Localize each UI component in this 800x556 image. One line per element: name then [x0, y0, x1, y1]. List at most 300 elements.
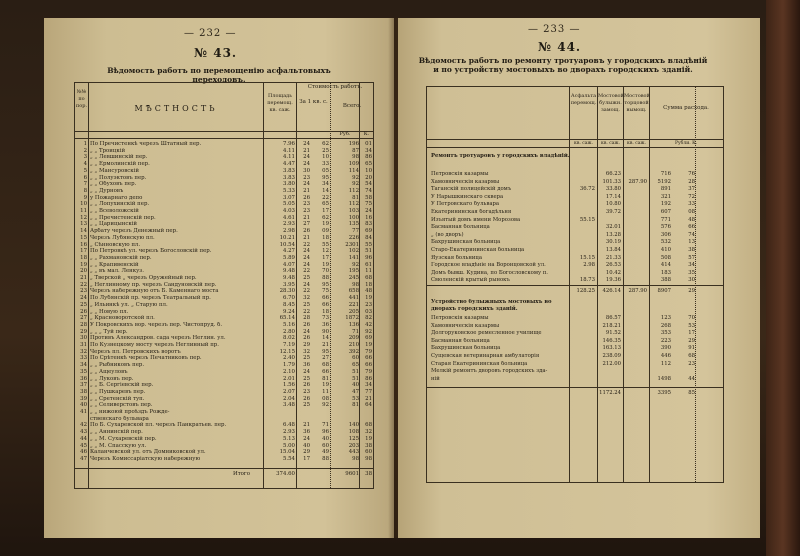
row-total-rub: 53 — [352, 395, 359, 402]
row-location: Противъ Александров. сада черезъ Неглин. ул. — [90, 335, 226, 342]
row-total-rub: 100 — [348, 214, 359, 221]
row-location: Изъятый домъ имени Морозова — [431, 216, 521, 223]
row-rate-rub: 24 — [303, 181, 310, 188]
row-total-kop: 19 — [365, 435, 372, 442]
table-row — [427, 224, 723, 231]
row-total-rub: 658 — [348, 288, 359, 295]
row-area: 12.15 — [279, 348, 295, 355]
row-total-rub: 51 — [352, 368, 359, 375]
row-location: „ „ Луковъ пер. — [90, 375, 134, 382]
row-rate-rub: 23 — [303, 388, 310, 395]
row-location: „ „ „ Туй пер. — [90, 328, 128, 335]
row-number: 46 — [80, 449, 87, 456]
row-location: Старая Екатерининская больница — [431, 360, 528, 367]
unit-c: кв. саж. — [627, 141, 646, 146]
row-location: Черезъ Лубянскую пл. — [90, 234, 155, 241]
row-total-rub: 209 — [348, 335, 359, 342]
row-total-kop: 10 — [365, 167, 372, 174]
row-sum-rub: 112 — [660, 360, 671, 367]
row-total-rub: 109 — [348, 161, 359, 168]
row-rate-kop: 75 — [322, 288, 329, 295]
row-number: 31 — [80, 342, 87, 348]
row-area: 1.56 — [282, 382, 295, 389]
table-row — [427, 368, 723, 375]
row-sum-kop: 30 — [688, 277, 695, 284]
row-rate-kop: 88 — [322, 455, 329, 462]
row-area: 2.10 — [282, 368, 295, 375]
row-rate-kop: 19 — [322, 221, 329, 228]
row-rate-rub: 36 — [303, 362, 310, 369]
row-rate-kop: 05 — [322, 167, 329, 174]
row-rate-rub: 32 — [303, 348, 310, 355]
right-table — [426, 86, 724, 483]
row-rate-kop: 19 — [322, 382, 329, 389]
row-total-kop: 86 — [365, 375, 372, 382]
row-total-rub: 71 — [352, 328, 359, 335]
table-row — [427, 376, 723, 383]
row-area: 5.16 — [282, 321, 295, 328]
row-total-kop: 61 — [365, 261, 372, 268]
row-area: 3.83 — [282, 174, 295, 181]
row-location: Долгоруковское ремесленное училище — [431, 330, 542, 337]
row-total-kop: 34 — [365, 147, 372, 154]
row-sum-rub: 223 — [660, 337, 671, 344]
row-location: Хамовническія казармы — [431, 322, 500, 329]
table-row — [427, 330, 723, 337]
row-location: Басманная больница — [431, 337, 490, 344]
left-table — [74, 82, 374, 489]
row-rate-rub: 24 — [303, 281, 310, 288]
row-number: 3 — [83, 154, 87, 161]
row-total-rub: 92 — [352, 261, 359, 268]
row-rate-rub: 24 — [303, 248, 310, 255]
row-rate-kop: 60 — [322, 442, 329, 449]
row-total-rub: 210 — [348, 342, 359, 348]
row-location: Черезъ Комиссаріатскую набережную — [90, 455, 201, 462]
row-rate-kop: 27 — [322, 355, 329, 362]
row-rate-kop: 49 — [322, 449, 329, 456]
row-total-kop: 82 — [365, 315, 372, 322]
row-area: 9.48 — [282, 275, 295, 281]
row-rate-rub: 26 — [303, 382, 310, 389]
row-total-kop: 68 — [365, 422, 372, 429]
book-cover-edge — [766, 0, 800, 556]
row-total-kop: 75 — [365, 201, 372, 208]
header-cost-group: Стоимость работъ. — [307, 84, 363, 90]
left-page — [44, 18, 394, 538]
header-location: МѢСТНОСТЬ — [134, 104, 218, 113]
table-row — [427, 209, 723, 216]
row-number: 6 — [83, 174, 87, 181]
row-cobble: 66.23 — [605, 171, 621, 177]
row-wood: 287.90 — [628, 178, 647, 185]
table-row — [427, 186, 723, 193]
row-area: 15.04 — [279, 449, 295, 456]
row-location: Екатерининская богадѣльня — [431, 209, 512, 215]
row-rate-rub: 24 — [303, 154, 310, 161]
total-label: Итого — [233, 471, 250, 477]
table-row — [427, 239, 723, 246]
row-total-kop: 19 — [365, 295, 372, 302]
header-per-sq: За 1 кв. с. — [299, 99, 328, 105]
header-col-a: Асфальта перемощ. — [570, 93, 597, 106]
row-total-rub: 195 — [348, 268, 359, 275]
row-rate-kop: 65 — [322, 201, 329, 208]
row-total-rub: 140 — [348, 422, 359, 429]
row-asphalt: 18.73 — [579, 277, 595, 284]
row-sum-kop: 76 — [688, 171, 695, 177]
row-sum-rub: 891 — [660, 186, 671, 193]
row-rate-kop: 73 — [322, 315, 329, 322]
row-number: 14 — [80, 228, 87, 235]
row-number: 10 — [80, 201, 87, 208]
row-total-kop: 11 — [365, 268, 372, 275]
row-location: „ (во дворъ) — [431, 231, 464, 238]
row-location: „ „ Ащеуловъ — [90, 368, 128, 375]
row-number: 9 — [83, 194, 87, 201]
row-sum-kop: 17 — [688, 330, 695, 337]
row-rate-rub: 22 — [303, 268, 310, 275]
row-location: „ „ Лопухинскій пер. — [90, 201, 150, 208]
row-sum-rub: 321 — [660, 193, 671, 200]
row-rate-rub: 28 — [303, 315, 310, 322]
row-area: 2.07 — [282, 388, 295, 395]
row-total-rub: 98 — [352, 281, 359, 288]
row-sum-kop: 33 — [688, 201, 695, 208]
row-area: 8.02 — [282, 335, 295, 342]
row-area: 4.11 — [282, 147, 295, 154]
row-rate-rub: 36 — [303, 429, 310, 436]
row-number: 37 — [80, 382, 87, 389]
row-sum-rub: 410 — [660, 247, 671, 253]
row-cobble: 19.36 — [605, 277, 621, 284]
row-sum-kop: 70 — [688, 315, 695, 321]
row-rate-kop: 62 — [322, 214, 329, 221]
row-area: 3.07 — [282, 194, 295, 201]
header-col-c: Мостовой торцовой вымощ. — [624, 93, 650, 113]
row-cobble: 10.80 — [605, 201, 621, 208]
row-total-kop: 34 — [365, 382, 372, 389]
row-area: 6.48 — [282, 422, 295, 429]
row-sum-kop: 29 — [688, 337, 695, 344]
section1-heading: Ремонтъ тротуаровъ у городскихъ владѣній. — [431, 153, 570, 159]
header-rub: Руб. — [339, 131, 351, 137]
row-area: 2.93 — [282, 221, 295, 228]
row-sum-kop: 57 — [688, 254, 695, 261]
right-table-number: № 44. — [538, 40, 582, 54]
row-rate-rub: 25 — [303, 301, 310, 308]
row-rate-rub: 21 — [303, 422, 310, 429]
row-total-rub: 221 — [348, 301, 359, 308]
row-cobble: 30.19 — [605, 239, 621, 246]
row-area: 3.48 — [282, 402, 295, 409]
row-number: 47 — [80, 455, 87, 462]
row-sum-kop: 68 — [688, 353, 695, 359]
table-row — [427, 194, 723, 201]
row-sum-kop: 91 — [688, 345, 695, 352]
row-rate-rub: 24 — [303, 368, 310, 375]
row-rate-rub: 17 — [303, 455, 310, 462]
row-total-rub: 108 — [348, 429, 359, 436]
row-sum-kop: 66 — [688, 224, 695, 231]
row-sum-rub: 306 — [660, 231, 671, 238]
row-area: 4.47 — [282, 161, 295, 168]
row-total-rub: 196 — [348, 141, 359, 147]
row-asphalt: 36.72 — [579, 186, 595, 193]
row-rate-kop: 11 — [322, 388, 329, 395]
row-location: Басманная больница — [431, 224, 490, 231]
row-sum-kop: 74 — [688, 231, 695, 238]
row-cobble: 218.21 — [602, 322, 621, 329]
table-row — [427, 361, 723, 368]
row-number: 12 — [80, 214, 87, 221]
row-location: „ Сѣнновскую пл. — [90, 241, 141, 248]
row-rate-rub: 24 — [303, 254, 310, 261]
row-rate-kop: 81 — [322, 375, 329, 382]
row-total-kop: 23 — [365, 301, 372, 308]
row-total-rub: 141 — [348, 254, 359, 261]
row-number: 34 — [80, 362, 87, 369]
row-location: „ „ Ермолинскій пер. — [90, 161, 150, 168]
row-location: Арбату черезъ Денежный пер. — [90, 228, 178, 235]
row-number: 5 — [83, 167, 87, 174]
row-rate-rub: 21 — [303, 147, 310, 154]
row-location: „ „ въ мал. Ленкуз. — [90, 268, 144, 275]
row-cobble: 212.00 — [602, 360, 621, 367]
row-sum-rub: 414 — [660, 262, 671, 269]
row-area: 4.61 — [282, 214, 295, 221]
row-rate-kop: 66 — [322, 368, 329, 375]
row-number: 41 — [80, 409, 87, 415]
row-cobble: 21.33 — [605, 254, 621, 261]
row-rate-rub: 32 — [303, 295, 310, 302]
row-sum-kop: 13 — [688, 239, 695, 246]
row-location: „ „ Троицкій — [90, 147, 126, 154]
row-area: 5.89 — [282, 254, 295, 261]
header-col-d: Сумма расхода. — [663, 105, 709, 111]
total-rub: 9601 — [345, 471, 359, 477]
row-sum-rub: 771 — [660, 216, 671, 223]
row-sum-rub: 5192 — [657, 178, 671, 185]
row-total-kop: 79 — [365, 368, 372, 375]
row-location: Старо-Екатерининская больница — [431, 247, 525, 253]
row-asphalt: 55.15 — [579, 216, 595, 223]
table-row — [427, 353, 723, 360]
row-number: 7 — [83, 181, 87, 188]
row-area: 5.00 — [282, 442, 295, 449]
row-cobble: 163.13 — [602, 345, 621, 352]
row-location: Каланчевской ул. отъ Домниковской ул. — [90, 449, 206, 456]
row-area: 2.80 — [282, 328, 295, 335]
row-total-kop: 16 — [365, 214, 372, 221]
row-total-rub: 203 — [348, 442, 359, 449]
row-rate-kop: 70 — [322, 268, 329, 275]
table-row — [427, 232, 723, 239]
row-rate-kop: 95 — [322, 348, 329, 355]
row-number: 45 — [80, 442, 87, 449]
row-asphalt: 2.98 — [583, 262, 595, 269]
row-sum-kop: 08 — [688, 209, 695, 215]
row-area: 5.13 — [282, 435, 295, 442]
row-rate-kop: 92 — [322, 402, 329, 409]
row-location: Таганскій полицейскій домъ — [431, 186, 512, 193]
row-total-rub: 1872 — [345, 315, 359, 322]
row-total-kop: 18 — [365, 281, 372, 288]
row-rate-rub: 29 — [303, 449, 310, 456]
row-rate-kop: 17 — [322, 254, 329, 261]
row-location: „ „ Обуховъ пер. — [90, 181, 137, 188]
row-cobble: 13.28 — [605, 231, 621, 238]
row-total-kop: 77 — [365, 388, 372, 395]
row-number: 32 — [80, 348, 87, 355]
row-rate-rub: 23 — [303, 201, 310, 208]
table-row — [427, 247, 723, 254]
row-rate-kop: 10 — [322, 154, 329, 161]
row-location: У Покровскихъ вор. черезъ пер. Чистопруд. б. — [90, 321, 223, 328]
row-sum-rub: 183 — [660, 269, 671, 276]
row-location: „ „ Рахмановскій пер. — [90, 254, 152, 261]
row-area: 3.95 — [282, 281, 295, 288]
row-location: По Лубянскій пр. черезъ Театральный пр. — [90, 295, 211, 302]
subtotal2-row: 1172.24 3395 85 — [599, 390, 695, 396]
row-total-rub: 135 — [348, 221, 359, 228]
row-location: По Петровкѣ ул. черезъ Богословскій пер. — [90, 248, 212, 255]
row-total-kop: 19 — [365, 342, 372, 348]
table-row — [427, 262, 723, 269]
row-sum-kop: 38 — [688, 247, 695, 253]
row-rate-kop: 19 — [322, 261, 329, 268]
row-total-kop: 21 — [365, 395, 372, 402]
row-sum-rub: 390 — [660, 345, 671, 352]
row-location: „ Ильинкѣ ул. „ Старую пл. — [90, 301, 168, 308]
row-rate-kop: 96 — [322, 429, 329, 436]
row-total-kop: 84 — [365, 234, 372, 241]
row-cobble: 32.01 — [605, 224, 621, 231]
row-sum-kop: 44 — [688, 375, 695, 382]
row-total-kop: 66 — [365, 355, 372, 362]
row-rate-kop: 18 — [322, 308, 329, 315]
row-total-kop: 60 — [365, 449, 372, 456]
row-cobble: 101.33 — [602, 178, 621, 185]
row-rate-kop: 17 — [322, 208, 329, 214]
row-total-rub: 102 — [348, 248, 359, 255]
row-location: „ „ Крапивенскій — [90, 261, 139, 268]
row-rate-rub: 24 — [303, 261, 310, 268]
row-area: 2.93 — [282, 429, 295, 436]
row-total-rub: 205 — [348, 308, 359, 315]
row-location: „ „ Селиверстовъ пер. — [90, 402, 153, 409]
unit-a: кв. саж. — [574, 141, 593, 146]
row-rate-kop: 25 — [322, 147, 329, 154]
row-location: ній — [431, 375, 440, 382]
right-page-number: — 233 — — [528, 24, 581, 35]
row-location: Мелкій ремонтъ дворовъ городскихъ зда- — [431, 368, 548, 375]
row-rate-kop: 18 — [322, 234, 329, 241]
row-number: 36 — [80, 375, 87, 382]
row-area: 9.48 — [282, 268, 295, 275]
row-total-kop: 74 — [365, 187, 372, 194]
row-number: 43 — [80, 429, 87, 436]
row-rate-rub: 23 — [303, 208, 310, 214]
row-total-kop: 69 — [365, 228, 372, 235]
row-location: У Петровскаго бульвара — [431, 201, 500, 208]
subtotal1-row: 128.25 426.14 287.90 8907 29 — [576, 288, 695, 294]
row-area: 5.33 — [282, 187, 295, 194]
row-area: 65.14 — [279, 315, 295, 322]
row-rate-rub: 21 — [303, 187, 310, 194]
row-rate-rub: 24 — [303, 161, 310, 168]
total-area: 374.60 — [276, 471, 295, 477]
row-number: 13 — [80, 221, 87, 228]
row-total-kop: 86 — [365, 154, 372, 161]
row-location: „ „ М. Сухаревскій пер. — [90, 435, 157, 442]
row-rate-kop: 55 — [322, 241, 329, 248]
row-rate-rub: 40 — [303, 442, 310, 449]
table-row — [427, 277, 723, 284]
row-location: „ „ Всеволожскій — [90, 208, 139, 214]
row-number: 20 — [80, 268, 87, 275]
row-rate-rub: 26 — [303, 228, 310, 235]
row-area: 4.03 — [282, 208, 295, 214]
row-rate-kop: 34 — [322, 181, 329, 188]
row-rate-rub: 24 — [303, 328, 310, 335]
row-number: 18 — [80, 254, 87, 261]
row-cobble: 33.80 — [605, 186, 621, 193]
total-kop: 38 — [365, 471, 372, 477]
row-rate-rub: 22 — [303, 288, 310, 295]
row-rate-kop: 14 — [322, 335, 329, 342]
row-location: „ „ Новую пл. — [90, 308, 129, 315]
table-row — [427, 270, 723, 277]
row-cobble: 10.42 — [605, 269, 621, 276]
row-rate-kop: 66 — [322, 301, 329, 308]
row-location: „ „ Царицынскій — [90, 221, 138, 228]
row-cobble: 146.35 — [602, 337, 621, 344]
row-number: 38 — [80, 388, 87, 395]
row-rate-rub: 25 — [303, 355, 310, 362]
row-total-kop: 01 — [365, 141, 372, 147]
row-rate-kop: 95 — [322, 281, 329, 288]
row-location: У Нарышкинскаго сквера — [431, 193, 504, 200]
row-area: 5.05 — [282, 201, 295, 208]
row-rate-rub: 27 — [303, 221, 310, 228]
header-area: Площадь перемощ. кв. саж. — [267, 93, 293, 113]
row-total-kop: 03 — [365, 308, 372, 315]
row-location: „ „ Левшинскій пер. — [90, 154, 148, 161]
row-total-kop: 96 — [365, 254, 372, 261]
row-location: По Пречистенкѣ черезъ Штатный пер. — [90, 141, 202, 147]
row-rate-rub: 26 — [303, 335, 310, 342]
row-area: 3.80 — [282, 181, 295, 188]
row-total-kop: 79 — [365, 348, 372, 355]
row-location: „ „ Рыбниковъ пер. — [90, 362, 145, 369]
row-location: „ „ Аннинскій пер. — [90, 429, 143, 436]
row-location: ственскаго бульвара — [90, 415, 149, 422]
row-total-kop: 54 — [365, 181, 372, 188]
row-number: 26 — [80, 308, 87, 315]
row-location: По Срѣтенкѣ черезъ Печатниковъ пер. — [90, 355, 202, 362]
row-rate-kop: 14 — [322, 187, 329, 194]
row-asphalt: 15.15 — [579, 254, 595, 261]
row-location: „ „ Пушкаревъ пер. — [90, 388, 146, 395]
row-sum-kop: 48 — [688, 216, 695, 223]
row-number: 29 — [80, 328, 87, 335]
table-row — [427, 201, 723, 208]
row-location: Петровскія казармы — [431, 171, 489, 177]
row-area: 2.01 — [282, 375, 295, 382]
row-rate-rub: 30 — [303, 167, 310, 174]
row-sum-kop: 34 — [688, 262, 695, 269]
